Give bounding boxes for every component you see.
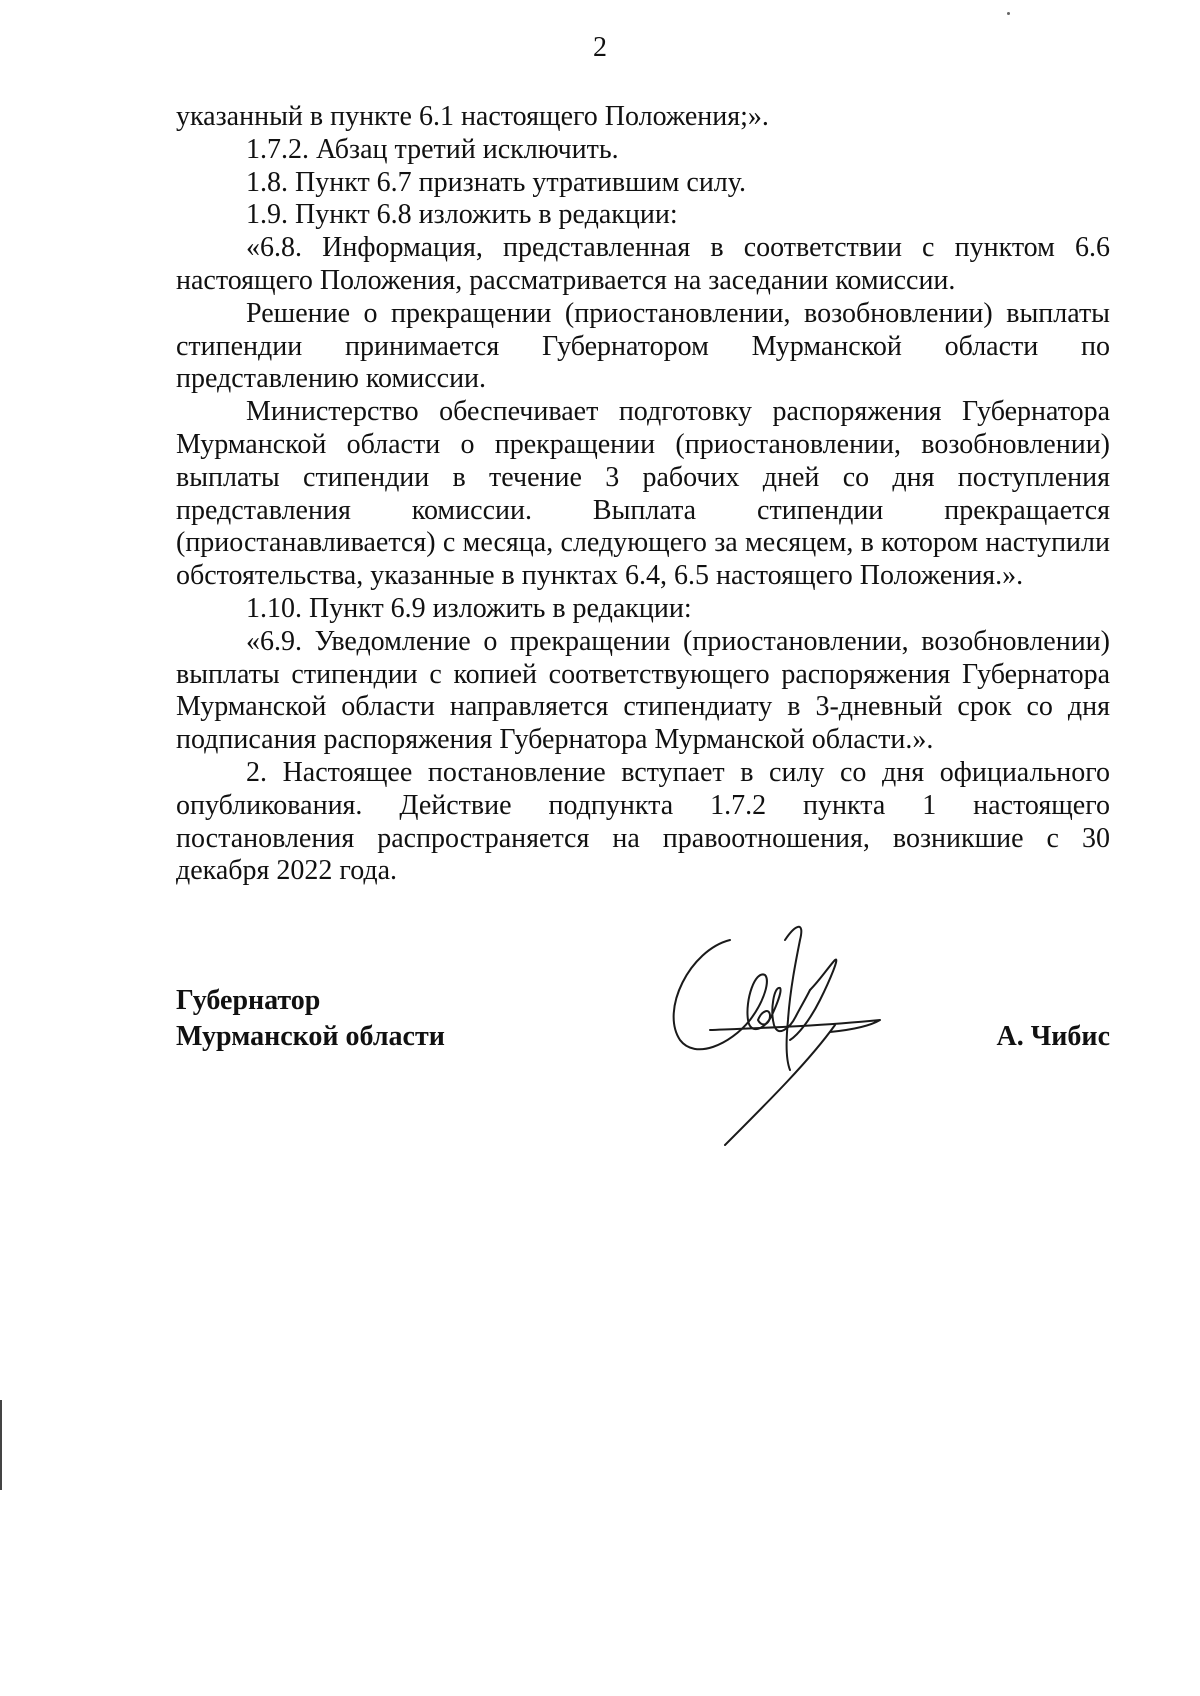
- paragraph: указанный в пункте 6.1 настоящего Положения;».: [176, 101, 769, 132]
- paragraph: 2. Настоящее постановление вступает в силу со дня официального опубликования. Действие подпункта 1.7.2 пункта 1 настоящего постановления распространяется на правоотношения, возникшие с 30 декабря 2022 года.: [176, 756, 1110, 887]
- signatory-title-line2: Мурманской области: [176, 1021, 445, 1052]
- signatory-title: [176, 983, 445, 1055]
- scan-mark: [1007, 12, 1010, 15]
- scan-edge-mark: [0, 1400, 2, 1490]
- signatory-title-line1: Губернатор: [176, 985, 321, 1016]
- signatory-name: А. Чибис: [996, 1021, 1110, 1052]
- paragraph: 1.7.2. Абзац третий исключить.: [246, 133, 619, 165]
- paragraph: «6.9. Уведомление о прекращении (приостановлении, возобновлении) выплаты стипендии с копией соответствующего распоряжения Губернатора Мурманской области направляется стипендиату в 3-дневный срок со дня подписания распоряжения Губернатора Мурманской области.».: [176, 625, 1110, 756]
- paragraph: 1.8. Пункт 6.7 признать утратившим силу.: [246, 166, 746, 198]
- paragraph: Решение о прекращении (приостановлении, возобновлении) выплаты стипендии принимается Губернатором Мурманской области по представлению комиссии.: [176, 297, 1110, 395]
- paragraph: Министерство обеспечивает подготовку распоряжения Губернатора Мурманской области о прекращении (приостановлении, возобновлении) выплаты стипендии в течение 3 рабочих дней со дня поступления представления комиссии. Выплата стипендии прекращается (приостанавливается) с месяца, следующего за месяцем, в котором наступили обстоятельства, указанные в пунктах 6.4, 6.5 настоящего Положения.».: [176, 396, 1110, 592]
- document-body: [176, 101, 1110, 888]
- page-number: 2: [593, 32, 607, 63]
- paragraph: 1.10. Пункт 6.9 изложить в редакции:: [246, 592, 692, 624]
- handwritten-signature: [670, 920, 930, 1150]
- paragraph: «6.8. Информация, представленная в соответствии с пунктом 6.6 настоящего Положения, рассматривается на заседании комиссии.: [176, 232, 1110, 296]
- paragraph: 1.9. Пункт 6.8 изложить в редакции:: [246, 199, 678, 231]
